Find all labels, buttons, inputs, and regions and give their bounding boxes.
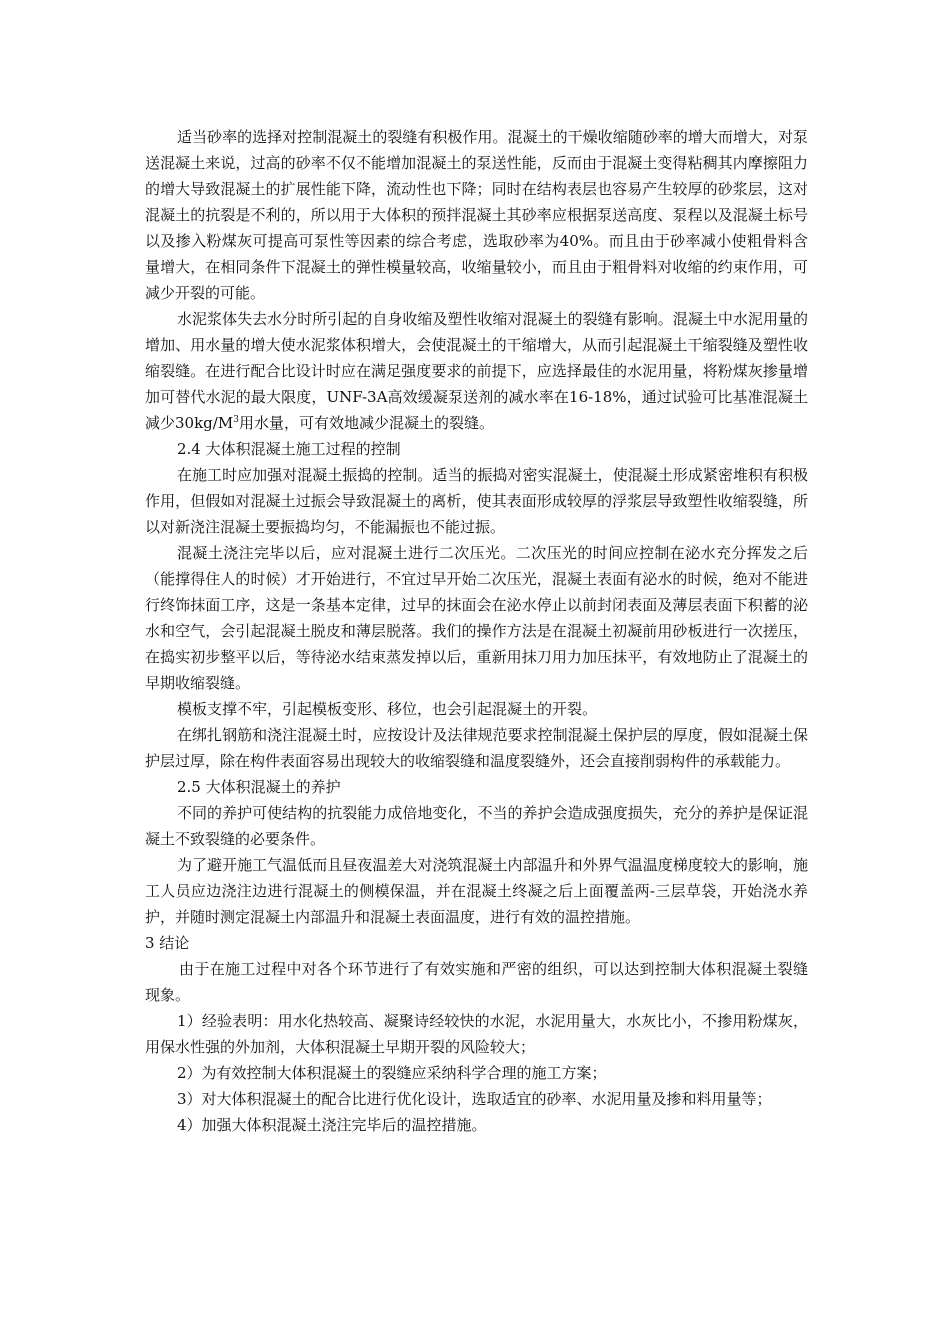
paragraph-vibration: 在施工时应加强对混凝土振捣的控制。适当的振捣对密实混凝土，使混凝土形成紧密堆积有积极作用，但假如对混凝土过振会导致混凝土的离析，使其表面形成较厚的浮浆层导致塑性收缩裂缝，所以对新浇注混凝土要振捣均匀，不能漏振也不能过振。 bbox=[145, 466, 808, 536]
section-heading-3: 3 结论 bbox=[145, 934, 190, 952]
list-item-3: 3）对大体积混凝土的配合比进行优化设计，选取适宜的砂率、水泥用量及掺和料用量等； bbox=[177, 1090, 772, 1108]
list-item-2: 2）为有效控制大体积混凝土的裂缝应采纳科学合理的施工方案； bbox=[177, 1064, 607, 1082]
list-item-4: 4）加强大体积混凝土浇注完毕后的温控措施。 bbox=[177, 1116, 487, 1134]
section-heading-2-4: 2.4 大体积混凝土施工过程的控制 bbox=[177, 440, 401, 458]
list-item-1: 1）经验表明：用水化热较高、凝聚诗经较快的水泥，水泥用量大，水灰比小，不掺用粉煤灰，用保水性强的外加剂，大体积混凝土早期开裂的风险较大； bbox=[145, 1012, 808, 1056]
paragraph-curing: 不同的养护可使结构的抗裂能力成倍地变化，不当的养护会造成强度损失，充分的养护是保证混凝土不致裂缝的必要条件。 bbox=[145, 804, 808, 848]
paragraph-formwork: 模板支撑不牢，引起模板变形、移位，也会引起混凝土的开裂。 bbox=[177, 700, 598, 718]
section-heading-2-5: 2.5 大体积混凝土的养护 bbox=[177, 778, 341, 796]
paragraph-secondary-polishing: 混凝土浇注完毕以后，应对混凝土进行二次压光。二次压光的时间应控制在泌水充分挥发之后（能撑得住人的时候）才开始进行，不宜过早开始二次压光，混凝土表面有泌水的时候，绝对不能进行终饰抹面工序，这是一条基本定律，过早的抹面会在泌水停止以前封闭表面及薄层表面下积蓄的泌水和空气，会引起混凝土脱皮和薄层脱落。我们的操作方法是在混凝土初凝前用砂板进行一次搓压，在捣实初步整平以后，等待泌水结束蒸发掉以后，重新用抹刀用力加压抹平，有效地防止了混凝土的早期收缩裂缝。 bbox=[145, 544, 808, 692]
paragraph-cement-text: 水泥浆体失去水分时所引起的自身收缩及塑性收缩对混凝土的裂缝有影响。混凝土中水泥用量的增加、用水量的增大使水泥浆体积增大，会使混凝土的干缩增大，从而引起混凝土干缩裂缝及塑性收缩裂缝。在进行配合比设计时应在满足强度要求的前提下，应选择最佳的水泥用量，将粉煤灰掺量增加可替代水泥的最大限度，UNF-3A高效缓凝泵送剂的减水率在16-18%，通过试验可比基准混凝土减少30kg/M bbox=[145, 310, 808, 432]
paragraph-cement-text-end: 用水量，可有效地减少混凝土的裂缝。 bbox=[238, 414, 494, 432]
paragraph-conclusion-intro: 由于在施工过程中对各个环节进行了有效实施和严密的组织，可以达到控制大体积混凝土裂缝现象。 bbox=[145, 960, 808, 1004]
superscript-3: 3 bbox=[233, 415, 239, 425]
document-page bbox=[145, 124, 808, 1138]
paragraph-temperature-control: 为了避开施工气温低而且昼夜温差大对浇筑混凝土内部温升和外界气温温度梯度较大的影响，施工人员应边浇注边进行混凝土的侧模保温，并在混凝土终凝之后上面覆盖两-三层草袋，开始浇水养护，并随时测定混凝土内部温升和混凝土表面温度，进行有效的温控措施。 bbox=[145, 856, 808, 926]
paragraph-cement-shrinkage bbox=[145, 306, 808, 436]
paragraph-sand-ratio: 适当砂率的选择对控制混凝土的裂缝有积极作用。混凝土的干燥收缩随砂率的增大而增大，对泵送混凝土来说，过高的砂率不仅不能增加混凝土的泵送性能，反而由于混凝土变得粘稠其内摩擦阻力的增大导致混凝土的扩展性能下降，流动性也下降；同时在结构表层也容易产生较厚的砂浆层，这对混凝土的抗裂是不利的，所以用于大体积的预拌混凝土其砂率应根据泵送高度、泵程以及混凝土标号以及掺入粉煤灰可提高可泵性等因素的综合考虑，选取砂率为40%。而且由于砂率减小使粗骨料含量增大，在相同条件下混凝土的弹性模量较高，收缩量较小，而且由于粗骨料对收缩的约束作用，可减少开裂的可能。 bbox=[145, 128, 808, 302]
paragraph-rebar-cover: 在绑扎钢筋和浇注混凝土时，应按设计及法律规范要求控制混凝土保护层的厚度，假如混凝土保护层过厚，除在构件表面容易出现较大的收缩裂缝和温度裂缝外，还会直接削弱构件的承载能力。 bbox=[145, 726, 808, 770]
